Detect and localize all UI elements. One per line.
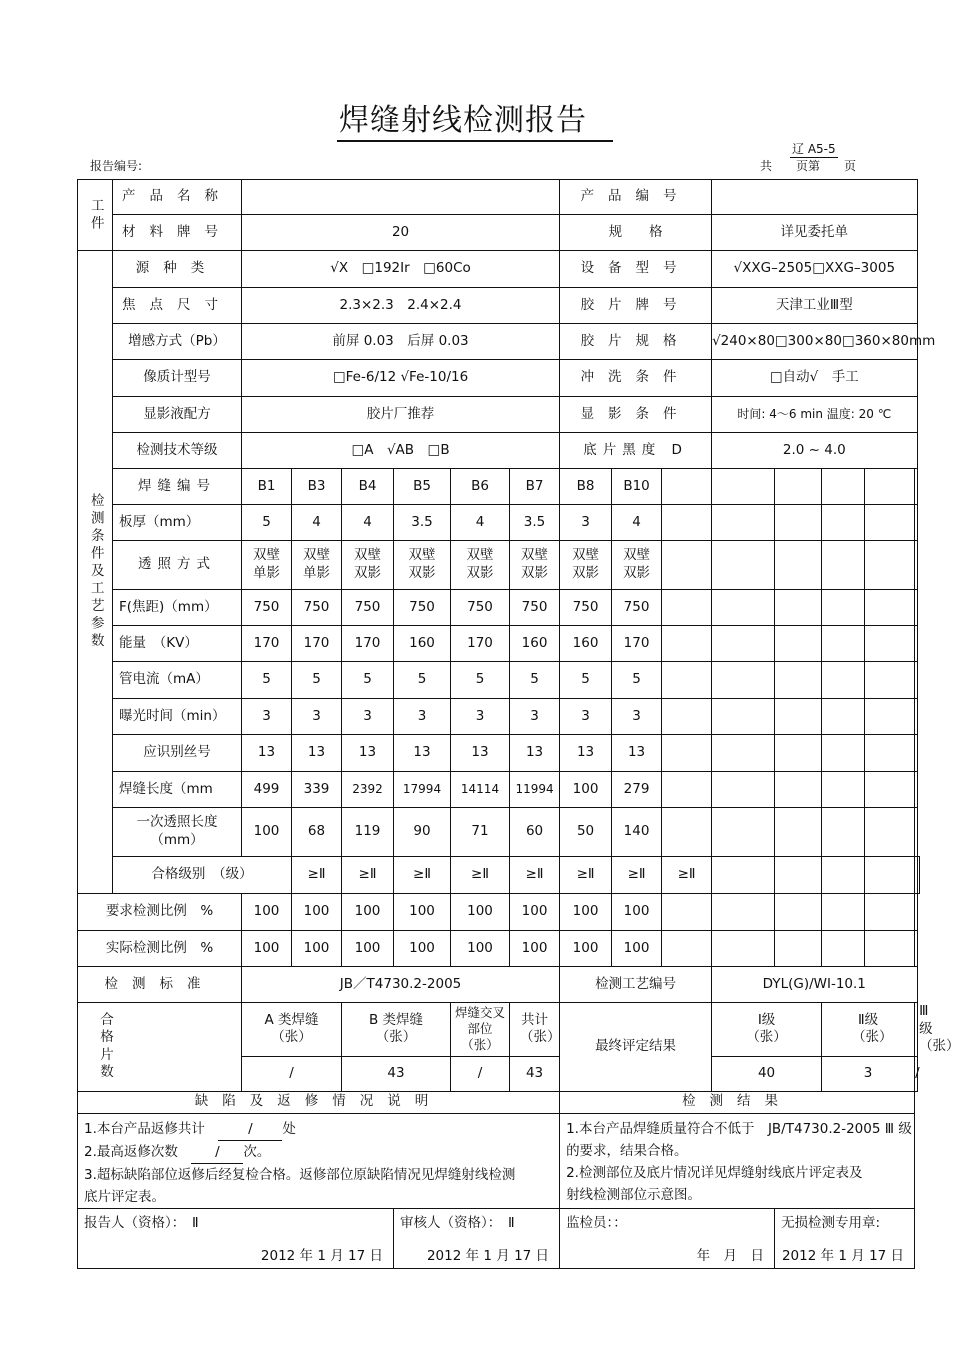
cell <box>822 931 865 967</box>
cell <box>822 735 865 772</box>
cell <box>915 469 917 505</box>
film-brand-value: 天津工业Ⅲ型 <box>712 288 917 324</box>
cell <box>775 857 822 894</box>
processing-label: 冲洗条件 <box>560 360 712 397</box>
shot-label: 一次透照长度（mm） <box>113 808 242 857</box>
cell <box>775 469 822 505</box>
screen-value: 前屏 0.03 后屏 0.03 <box>242 324 560 360</box>
cell: 3.5 <box>394 505 451 541</box>
focus-value: 2.3×2.3 2.4×2.4 <box>242 288 560 324</box>
cell <box>662 931 712 967</box>
cell: 170 <box>451 626 510 662</box>
exposure-label: 曝光时间（min） <box>113 699 242 735</box>
density-value: 2.0 ~ 4.0 <box>712 433 917 469</box>
cell <box>915 772 917 808</box>
thickness-label: 板厚（mm） <box>113 505 242 541</box>
shot-row <box>78 808 920 857</box>
cell: 14114 <box>451 772 510 808</box>
current-label: 管电流（mA） <box>113 662 242 699</box>
cell: 13 <box>560 735 612 772</box>
defect-line-2: 2.最高返修次数 / 次。 <box>84 1141 559 1164</box>
cell <box>822 590 865 626</box>
cell <box>915 541 917 590</box>
cell <box>915 662 917 699</box>
cell <box>662 541 712 590</box>
cell: 13 <box>242 735 292 772</box>
workpiece-label: 工件 <box>78 180 113 251</box>
grade1-label: Ⅰ级（张） <box>712 1003 822 1057</box>
equipment-value: √XXG–2505□XXG–3005 <box>712 251 917 288</box>
energy-label: 能量 （KV） <box>113 626 242 662</box>
reviewer-date: 2012 年 1 月 17 日 <box>426 1248 550 1265</box>
cell <box>662 735 712 772</box>
developer-label: 显影液配方 <box>113 397 242 433</box>
qualified-label-wrap <box>78 1003 242 1092</box>
cell: 100 <box>560 931 612 967</box>
cell <box>775 931 822 967</box>
reporter-cell <box>78 1208 394 1268</box>
cell <box>865 505 915 541</box>
cell: B10 <box>612 469 662 505</box>
cell: 750 <box>242 590 292 626</box>
cell: 3 <box>510 699 560 735</box>
cell <box>917 857 919 894</box>
cell: 双壁双影 <box>510 541 560 590</box>
cell: 3 <box>612 699 662 735</box>
defect-header: 缺陷及返修情况说明 <box>78 1091 560 1113</box>
iqi-label: 像质计型号 <box>113 360 242 397</box>
act-ratio-row <box>78 931 920 967</box>
cell <box>662 699 712 735</box>
cell: 100 <box>394 894 451 931</box>
product-no-label: 产品编号 <box>560 180 712 215</box>
cell <box>865 662 915 699</box>
cell: 100 <box>342 931 394 967</box>
cell: 100 <box>242 894 292 931</box>
cell: 750 <box>394 590 451 626</box>
conditions-label: 检测条件及工艺参数 <box>78 251 113 894</box>
cell <box>712 735 775 772</box>
cell <box>915 894 917 931</box>
cell: 5 <box>242 505 292 541</box>
cell: B7 <box>510 469 560 505</box>
class-a-label: A 类焊缝（张） <box>242 1003 342 1057</box>
cell: 100 <box>451 931 510 967</box>
cross-value: / <box>451 1056 510 1091</box>
cell: 750 <box>342 590 394 626</box>
cell <box>662 662 712 699</box>
cell: 13 <box>342 735 394 772</box>
cell: 3 <box>560 699 612 735</box>
energy-row <box>78 626 920 662</box>
total-label: 共计（张） <box>510 1003 560 1057</box>
cell: 2392 <box>342 772 394 808</box>
cell: 4 <box>292 505 342 541</box>
focus-label: 焦点尺寸 <box>113 288 242 324</box>
cell: 3 <box>451 699 510 735</box>
class-b-value: 43 <box>342 1056 451 1091</box>
cell: ≥Ⅱ <box>560 857 612 894</box>
cell: 750 <box>510 590 560 626</box>
iqi-value: □Fe-6/12 √Fe-10/16 <box>242 360 560 397</box>
length-row <box>78 772 920 808</box>
cell: 160 <box>394 626 451 662</box>
cell <box>712 931 775 967</box>
standard-label: 检测标准 <box>78 967 242 1003</box>
cell: 170 <box>342 626 394 662</box>
inspector-date: 年 月 日 <box>696 1248 765 1265</box>
cell: 170 <box>242 626 292 662</box>
wire-row <box>78 735 920 772</box>
source-label: 源种类 <box>113 251 242 288</box>
cell: 100 <box>451 894 510 931</box>
cell: 双壁双影 <box>612 541 662 590</box>
reviewer-cell <box>394 1208 560 1268</box>
cell: 100 <box>612 931 662 967</box>
cell <box>865 808 915 857</box>
stamp-label: 无损检测专用章: <box>781 1214 881 1231</box>
cell: 750 <box>451 590 510 626</box>
density-label: 底片黑度 D <box>560 433 712 469</box>
qualified-label: 合格片数 <box>100 1011 124 1081</box>
cell: 140 <box>612 808 662 857</box>
tech-level-value: □A √AB □B <box>242 433 560 469</box>
cell <box>712 469 775 505</box>
cell: 68 <box>292 808 342 857</box>
cell <box>775 735 822 772</box>
cell <box>822 699 865 735</box>
spec-value: 详见委托单 <box>712 215 917 251</box>
cell: 13 <box>292 735 342 772</box>
cell: 170 <box>612 626 662 662</box>
cell <box>775 808 822 857</box>
cell: B4 <box>342 469 394 505</box>
cell <box>865 699 915 735</box>
cell <box>822 662 865 699</box>
reviewer-label: 审核人（资格）： Ⅱ <box>400 1214 515 1231</box>
cell: 3.5 <box>510 505 560 541</box>
standard-value: JB／T4730.2-2005 <box>242 967 560 1003</box>
cell: 5 <box>510 662 560 699</box>
page-count: 共 页第 页 <box>760 159 857 173</box>
cell: 50 <box>560 808 612 857</box>
cell: B5 <box>394 469 451 505</box>
cell: 100 <box>560 772 612 808</box>
film-spec-value: √240×80□300×80□360×80mm <box>712 324 917 360</box>
cell: 5 <box>451 662 510 699</box>
cell <box>712 772 775 808</box>
cell <box>662 894 712 931</box>
cell: 90 <box>394 808 451 857</box>
grade3-value: / <box>915 1056 917 1091</box>
develop-cond-label: 显影条件 <box>560 397 712 433</box>
developer-value: 胶片厂推荐 <box>242 397 560 433</box>
cell <box>865 772 915 808</box>
req-ratio-label: 要求检测比例 % <box>78 894 242 931</box>
cell: 170 <box>292 626 342 662</box>
cell <box>712 699 775 735</box>
cell <box>865 735 915 772</box>
cell <box>712 590 775 626</box>
cell: 13 <box>510 735 560 772</box>
reporter-label: 报告人（资格）： Ⅱ <box>84 1214 199 1231</box>
cell <box>865 857 915 894</box>
cell: 3 <box>292 699 342 735</box>
cell: 3 <box>242 699 292 735</box>
cell: 双壁双影 <box>394 541 451 590</box>
spec-label: 规 格 <box>560 215 712 251</box>
cell: ≥Ⅱ <box>292 857 342 894</box>
class-b-label: B 类焊缝（张） <box>342 1003 451 1057</box>
cell: ≥Ⅱ <box>662 857 712 894</box>
inspector-label: 监检员：： <box>566 1214 627 1231</box>
cell: 100 <box>510 894 560 931</box>
cell <box>662 469 712 505</box>
cell: 11994 <box>510 772 560 808</box>
result-header: 检测结果 <box>560 1091 915 1113</box>
cell: 5 <box>612 662 662 699</box>
cell <box>822 505 865 541</box>
cell <box>865 469 915 505</box>
cell: 71 <box>451 808 510 857</box>
defect-notes <box>78 1113 560 1208</box>
grade2-value: 3 <box>822 1056 915 1091</box>
cell: ≥Ⅱ <box>342 857 394 894</box>
cell <box>915 590 917 626</box>
cell <box>822 469 865 505</box>
cell <box>822 808 865 857</box>
method-label: 透照方式 <box>113 541 242 590</box>
cell: 100 <box>342 894 394 931</box>
cell <box>662 772 712 808</box>
weld-no-row <box>78 469 920 505</box>
cell: ≥Ⅱ <box>394 857 451 894</box>
result-notes <box>560 1113 915 1208</box>
report-table <box>77 179 960 1269</box>
cell <box>775 699 822 735</box>
cell <box>822 894 865 931</box>
cell <box>822 857 865 894</box>
report-number-label: 报告编号: <box>90 159 143 173</box>
cell <box>662 590 712 626</box>
cell: B3 <box>292 469 342 505</box>
defect-line-1: 1.本台产品返修共计 / 处 <box>84 1118 559 1141</box>
product-name-label: 产品名称 <box>113 180 242 215</box>
focal-label: F(焦距)（mm） <box>113 590 242 626</box>
cell <box>775 626 822 662</box>
processing-value: □自动√ 手工 <box>712 360 917 397</box>
cell: 17994 <box>394 772 451 808</box>
cell <box>915 808 917 857</box>
cell <box>915 699 917 735</box>
cell <box>712 808 775 857</box>
cell <box>712 894 775 931</box>
class-a-value: / <box>242 1056 342 1091</box>
cell: 160 <box>560 626 612 662</box>
cell: 100 <box>560 894 612 931</box>
cell: 100 <box>394 931 451 967</box>
cell <box>775 894 822 931</box>
cell: 双壁单影 <box>292 541 342 590</box>
cell: 279 <box>612 772 662 808</box>
thickness-row <box>78 505 920 541</box>
cell <box>865 590 915 626</box>
cell <box>865 626 915 662</box>
inspector-cell <box>560 1208 775 1268</box>
cell: 4 <box>342 505 394 541</box>
cell <box>865 931 915 967</box>
total-value: 43 <box>510 1056 560 1091</box>
cell: 5 <box>394 662 451 699</box>
cell: B1 <box>242 469 292 505</box>
length-label: 焊缝长度（mm <box>113 772 242 808</box>
cell: 3 <box>342 699 394 735</box>
result-line-2: 2.检测部位及底片情况详见焊缝射线底片评定表及射线检测部位示意图。 <box>566 1164 863 1203</box>
req-ratio-row <box>78 894 920 931</box>
tech-level-label: 检测技术等级 <box>113 433 242 469</box>
cell: 3 <box>560 505 612 541</box>
result-line-1: 1.本台产品焊缝质量符合不低于 JB/T4730.2-2005 Ⅲ 级的要求，结果合格。 <box>566 1120 912 1159</box>
cell: 4 <box>612 505 662 541</box>
defect-line-3: 3.超标缺陷部位返修后经复检合格。返修部位原缺陷情况见焊缝射线检测底片评定表。 <box>84 1166 516 1205</box>
cell <box>712 541 775 590</box>
method-row <box>78 541 920 590</box>
cell <box>775 772 822 808</box>
cell: 499 <box>242 772 292 808</box>
cross-label: 焊缝交叉部位（张） <box>451 1003 510 1057</box>
current-row <box>78 662 920 699</box>
procedure-value: DYL(G)/WI-10.1 <box>712 967 917 1003</box>
cell: 5 <box>242 662 292 699</box>
cell <box>915 931 917 967</box>
cell: B6 <box>451 469 510 505</box>
stamp-cell <box>775 1208 915 1268</box>
exposure-row <box>78 699 920 735</box>
cell: ≥Ⅱ <box>451 857 510 894</box>
material-value: 20 <box>242 215 560 251</box>
cell: ≥Ⅱ <box>510 857 560 894</box>
cell <box>822 626 865 662</box>
cell <box>775 541 822 590</box>
cell: 100 <box>510 931 560 967</box>
cell <box>712 626 775 662</box>
cell <box>712 505 775 541</box>
cell <box>915 735 917 772</box>
cell: 100 <box>612 894 662 931</box>
cell: 双壁单影 <box>242 541 292 590</box>
cell <box>915 626 917 662</box>
material-label: 材料牌号 <box>113 215 242 251</box>
cell: 60 <box>510 808 560 857</box>
cell: 5 <box>342 662 394 699</box>
cell: 339 <box>292 772 342 808</box>
cell: 双壁双影 <box>451 541 510 590</box>
grade3-label: Ⅲ级（张） <box>915 1003 917 1057</box>
cell: 100 <box>292 894 342 931</box>
cell <box>775 590 822 626</box>
grade2-label: Ⅱ级（张） <box>822 1003 915 1057</box>
cell: 100 <box>242 931 292 967</box>
grade-label: 合格级别 （级） <box>113 857 292 894</box>
cell: 双壁双影 <box>342 541 394 590</box>
cell: 13 <box>451 735 510 772</box>
cell <box>662 808 712 857</box>
cell: 4 <box>451 505 510 541</box>
source-value: √X □192Ir □60Co <box>242 251 560 288</box>
focal-row <box>78 590 920 626</box>
product-no-value <box>712 180 917 215</box>
cell <box>775 505 822 541</box>
cell <box>662 505 712 541</box>
cell: 13 <box>394 735 451 772</box>
film-brand-label: 胶片牌号 <box>560 288 712 324</box>
cell <box>662 626 712 662</box>
grade1-value: 40 <box>712 1056 822 1091</box>
weld-no-label: 焊缝编号 <box>113 469 242 505</box>
cell: 3 <box>394 699 451 735</box>
wire-label: 应识别丝号 <box>113 735 242 772</box>
grade-row <box>78 857 920 894</box>
cell: 750 <box>560 590 612 626</box>
cell <box>712 857 775 894</box>
stamp-date: 2012 年 1 月 17 日 <box>781 1248 905 1265</box>
cell <box>865 894 915 931</box>
report-title: 焊缝射线检测报告 <box>0 95 950 139</box>
equipment-label: 设备型号 <box>560 251 712 288</box>
cell <box>915 505 917 541</box>
procedure-label: 检测工艺编号 <box>560 967 712 1003</box>
cell <box>775 662 822 699</box>
screen-label: 增感方式（Pb） <box>113 324 242 360</box>
final-label: 最终评定结果 <box>560 1003 712 1092</box>
cell: 5 <box>292 662 342 699</box>
cell: 13 <box>612 735 662 772</box>
cell <box>712 662 775 699</box>
cell <box>865 541 915 590</box>
cell: B8 <box>560 469 612 505</box>
cell: 100 <box>292 931 342 967</box>
reporter-date: 2012 年 1 月 17 日 <box>260 1248 383 1265</box>
cell: 119 <box>342 808 394 857</box>
cell <box>822 541 865 590</box>
cell: 5 <box>560 662 612 699</box>
form-number: 辽 A5-5 <box>792 142 836 156</box>
cell: 750 <box>612 590 662 626</box>
act-ratio-label: 实际检测比例 % <box>78 931 242 967</box>
cell: 750 <box>292 590 342 626</box>
cell <box>822 772 865 808</box>
cell: 双壁双影 <box>560 541 612 590</box>
product-name-value <box>242 180 560 215</box>
film-spec-label: 胶片规格 <box>560 324 712 360</box>
cell: 160 <box>510 626 560 662</box>
cell: 100 <box>242 808 292 857</box>
cell: ≥Ⅱ <box>612 857 662 894</box>
develop-cond-value: 时间: 4～6 min 温度: 20 ℃ <box>712 397 917 433</box>
